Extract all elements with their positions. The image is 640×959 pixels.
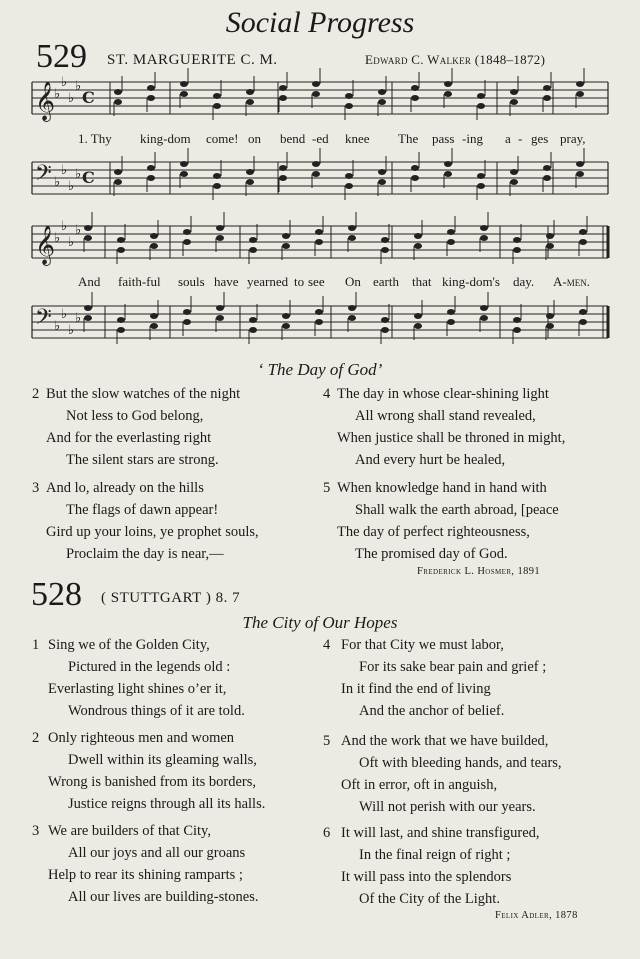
note-head xyxy=(213,93,221,99)
hymn-title-529: ‘ The Day of God’ xyxy=(257,360,383,379)
flat-sign-icon: ♭ xyxy=(75,223,82,238)
note-head xyxy=(213,173,221,179)
note-head xyxy=(447,309,455,315)
note-head xyxy=(480,305,488,311)
note-head xyxy=(348,315,356,321)
lyric-syllable: knee xyxy=(345,131,370,146)
lyric-syllable: a xyxy=(505,131,511,146)
note-head xyxy=(114,99,122,105)
flat-sign-icon: ♭ xyxy=(54,319,61,334)
note-head xyxy=(246,89,254,95)
note-head xyxy=(411,95,419,101)
flat-sign-icon: ♭ xyxy=(75,311,82,326)
note-head xyxy=(414,243,422,249)
verse-528-2 xyxy=(32,727,265,815)
note-head xyxy=(414,233,422,239)
note-head xyxy=(216,305,224,311)
note-head xyxy=(345,103,353,109)
note-head xyxy=(447,239,455,245)
lyric-syllable: And xyxy=(78,274,101,289)
common-time-icon: C xyxy=(82,168,95,187)
note-head xyxy=(381,317,389,323)
verse-line: Will not perish with our years. xyxy=(359,799,536,815)
note-head xyxy=(576,171,584,177)
verse-line: In it find the end of living xyxy=(341,681,491,697)
lyric-syllable: pray, xyxy=(560,131,586,146)
note-head xyxy=(183,239,191,245)
verse-number: 5 xyxy=(323,480,331,496)
note-head xyxy=(576,81,584,87)
note-head xyxy=(183,229,191,235)
note-head xyxy=(546,313,554,319)
tune-name-529: ST. MARGUERITE C. M. xyxy=(107,52,278,68)
note-head xyxy=(348,235,356,241)
flat-sign-icon: ♭ xyxy=(61,219,68,234)
verse-line: All our joys and all our groans xyxy=(68,845,246,861)
tune-name-528: ( STUTTGART ) 8. 7 xyxy=(101,590,241,606)
note-head xyxy=(411,175,419,181)
verse-line: The day of perfect righteousness, xyxy=(337,524,530,540)
note-head xyxy=(513,317,521,323)
note-head xyxy=(150,313,158,319)
verse-line: For that City we must labor, xyxy=(341,637,504,653)
lyric-syllable: pass xyxy=(432,131,455,146)
note-head xyxy=(315,239,323,245)
author-529: Frederick L. Hosmer, 1891 xyxy=(417,566,541,577)
verse-528-1 xyxy=(32,634,245,722)
flat-sign-icon: ♭ xyxy=(54,87,61,102)
verse-529-5 xyxy=(323,477,559,565)
common-time-icon: C xyxy=(82,88,95,107)
verse-line: Not less to God belong, xyxy=(66,408,204,424)
lyric-syllable: earth xyxy=(373,274,399,289)
verse-line: Oft with bleeding hands, and tears, xyxy=(359,755,562,771)
verse-line: Wrong is banished from its borders, xyxy=(48,774,257,790)
note-head xyxy=(444,81,452,87)
note-head xyxy=(579,319,587,325)
note-head xyxy=(246,179,254,185)
note-head xyxy=(579,229,587,235)
hymn-title-528: The City of Our Hopes xyxy=(242,613,398,632)
note-head xyxy=(246,99,254,105)
note-head xyxy=(315,319,323,325)
note-head xyxy=(282,243,290,249)
note-head xyxy=(216,235,224,241)
flat-sign-icon: ♭ xyxy=(68,323,75,338)
verse-529-3 xyxy=(32,477,259,565)
verse-line: It will last, and shine transfigured, xyxy=(341,825,540,841)
note-head xyxy=(282,233,290,239)
verse-line: Gird up your loins, ye prophet souls, xyxy=(46,524,259,540)
verse-line: And lo, already on the hills xyxy=(46,480,204,496)
verse-line: And for the everlasting right xyxy=(46,430,212,446)
lyric-syllable: day. xyxy=(513,274,535,289)
note-head xyxy=(147,175,155,181)
note-head xyxy=(117,317,125,323)
verse-line: Justice reigns through all its halls. xyxy=(68,796,266,812)
note-head xyxy=(444,91,452,97)
lyric-syllable: come! xyxy=(206,131,239,146)
verse-number: 4 xyxy=(323,386,331,402)
note-head xyxy=(117,327,125,333)
verse-528-3 xyxy=(32,820,258,908)
note-head xyxy=(312,91,320,97)
verse-line: Dwell within its gleaming walls, xyxy=(68,752,257,768)
composer-529: Edward C. Walker (1848–1872) xyxy=(365,52,546,67)
verse-line: The day in whose clear-shining light xyxy=(337,386,549,402)
note-head xyxy=(312,161,320,167)
note-head xyxy=(447,229,455,235)
verse-line: Sing we of the Golden City, xyxy=(48,637,210,653)
note-head xyxy=(147,85,155,91)
verse-line: And every hurt be healed, xyxy=(355,452,506,468)
flat-sign-icon: ♭ xyxy=(54,175,61,190)
note-head xyxy=(180,171,188,177)
treble-clef-icon: 𝄞 xyxy=(35,81,56,121)
note-head xyxy=(312,171,320,177)
lyric-syllable: On xyxy=(345,274,361,289)
note-head xyxy=(84,235,92,241)
section-title: Social Progress xyxy=(225,6,415,39)
note-head xyxy=(117,237,125,243)
verse-number: 2 xyxy=(32,386,40,402)
note-head xyxy=(378,169,386,175)
note-head xyxy=(249,237,257,243)
flat-sign-icon: ♭ xyxy=(61,307,68,322)
verse-number: 1 xyxy=(32,637,40,653)
note-head xyxy=(117,247,125,253)
lyric-syllable: souls xyxy=(178,274,205,289)
note-head xyxy=(348,225,356,231)
verse-line: For its sake bear pain and grief ; xyxy=(359,659,547,675)
note-head xyxy=(510,99,518,105)
music-score xyxy=(0,0,640,350)
note-head xyxy=(249,247,257,253)
verse-line: But the slow watches of the night xyxy=(46,386,241,402)
verse-528-6 xyxy=(323,822,540,910)
note-head xyxy=(345,183,353,189)
note-head xyxy=(378,89,386,95)
lyric-syllable: bend xyxy=(280,131,306,146)
note-head xyxy=(546,323,554,329)
note-head xyxy=(150,243,158,249)
note-head xyxy=(84,305,92,311)
bass-clef-icon: 𝄢 xyxy=(35,305,52,335)
note-head xyxy=(543,95,551,101)
lyric-syllable: king-dom xyxy=(140,131,191,146)
note-head xyxy=(282,323,290,329)
verse-line: In the final reign of right ; xyxy=(359,847,511,863)
note-head xyxy=(381,247,389,253)
note-head xyxy=(510,179,518,185)
flat-sign-icon: ♭ xyxy=(68,235,75,250)
note-head xyxy=(84,225,92,231)
note-head xyxy=(378,179,386,185)
note-head xyxy=(546,243,554,249)
note-head xyxy=(279,165,287,171)
note-head xyxy=(543,85,551,91)
note-head xyxy=(480,235,488,241)
note-head xyxy=(114,169,122,175)
note-head xyxy=(315,309,323,315)
note-head xyxy=(513,327,521,333)
treble-clef-icon: 𝄞 xyxy=(35,225,56,265)
verse-line: All wrong shall stand revealed, xyxy=(355,408,536,424)
note-head xyxy=(345,93,353,99)
hymn-number-528: 528 xyxy=(31,576,82,613)
note-head xyxy=(480,225,488,231)
verse-line: Only righteous men and women xyxy=(48,730,235,746)
hymn-number-529: 529 xyxy=(36,38,87,75)
note-head xyxy=(213,183,221,189)
lyric-syllable: have xyxy=(214,274,239,289)
author-528: Felix Adler, 1878 xyxy=(495,910,578,921)
note-head xyxy=(180,161,188,167)
note-head xyxy=(180,81,188,87)
verse-528-5 xyxy=(323,730,562,818)
note-head xyxy=(246,169,254,175)
note-head xyxy=(345,173,353,179)
lyric-syllable: -ing xyxy=(462,131,483,146)
verse-line: Of the City of the Light. xyxy=(359,891,500,907)
note-head xyxy=(147,95,155,101)
note-head xyxy=(282,313,290,319)
lyric-syllable: A-men. xyxy=(553,274,590,289)
note-head xyxy=(315,229,323,235)
verse-line: And the work that we have builded, xyxy=(341,733,549,749)
note-head xyxy=(150,323,158,329)
lyric-syllable: -ed xyxy=(312,131,329,146)
verse-line: The flags of dawn appear! xyxy=(66,502,219,518)
note-head xyxy=(411,85,419,91)
note-head xyxy=(279,85,287,91)
lyric-syllable: yearned xyxy=(247,274,289,289)
verse-number: 2 xyxy=(32,730,40,746)
note-head xyxy=(381,237,389,243)
note-head xyxy=(447,319,455,325)
note-head xyxy=(411,165,419,171)
note-head xyxy=(513,247,521,253)
note-head xyxy=(312,81,320,87)
verse-line: It will pass into the splendors xyxy=(341,869,512,885)
note-head xyxy=(480,315,488,321)
note-head xyxy=(183,319,191,325)
note-head xyxy=(414,313,422,319)
note-head xyxy=(576,91,584,97)
note-head xyxy=(510,89,518,95)
lyric-syllable: see xyxy=(308,274,325,289)
verse-line: The promised day of God. xyxy=(355,546,508,562)
verse-line: Oft in error, oft in anguish, xyxy=(341,777,498,793)
verse-line: Shall walk the earth abroad, [peace xyxy=(355,502,559,518)
note-head xyxy=(477,173,485,179)
bass-clef-icon: 𝄢 xyxy=(35,161,52,191)
verse-line: Everlasting light shines o’er it, xyxy=(48,681,227,697)
note-head xyxy=(444,171,452,177)
note-head xyxy=(579,239,587,245)
note-head xyxy=(183,309,191,315)
note-head xyxy=(348,305,356,311)
lyric-syllable: to xyxy=(294,274,305,289)
note-head xyxy=(216,225,224,231)
flat-sign-icon: ♭ xyxy=(61,163,68,178)
note-head xyxy=(381,327,389,333)
note-head xyxy=(114,179,122,185)
note-head xyxy=(249,327,257,333)
note-head xyxy=(150,233,158,239)
verse-number: 3 xyxy=(32,480,40,496)
note-head xyxy=(543,165,551,171)
note-head xyxy=(216,315,224,321)
verse-line: Proclaim the day is near,— xyxy=(66,546,224,562)
verse-line: Wondrous things of it are told. xyxy=(68,703,245,719)
verse-number: 3 xyxy=(32,823,40,839)
verse-line: Help to rear its shining ramparts ; xyxy=(48,867,243,883)
note-head xyxy=(546,233,554,239)
note-head xyxy=(477,183,485,189)
note-head xyxy=(579,309,587,315)
verse-line: And the anchor of belief. xyxy=(359,703,505,719)
note-head xyxy=(378,99,386,105)
note-head xyxy=(279,95,287,101)
flat-sign-icon: ♭ xyxy=(75,79,82,94)
flat-sign-icon: ♭ xyxy=(68,91,75,106)
note-head xyxy=(444,161,452,167)
flat-sign-icon: ♭ xyxy=(75,167,82,182)
note-head xyxy=(576,161,584,167)
verse-number: 5 xyxy=(323,733,331,749)
flat-sign-icon: ♭ xyxy=(68,179,75,194)
lyric-syllable: faith-ful xyxy=(118,274,161,289)
note-head xyxy=(543,175,551,181)
note-head xyxy=(213,103,221,109)
note-head xyxy=(114,89,122,95)
verse-line: Pictured in the legends old : xyxy=(68,659,231,675)
note-head xyxy=(279,175,287,181)
lyric-syllable: on xyxy=(248,131,261,146)
flat-sign-icon: ♭ xyxy=(54,231,61,246)
verse-529-4 xyxy=(323,383,565,471)
note-head xyxy=(180,91,188,97)
flat-sign-icon: ♭ xyxy=(61,75,68,90)
note-head xyxy=(510,169,518,175)
verse-529-2 xyxy=(32,383,240,471)
lyric-syllable: - xyxy=(518,131,523,146)
lyric-syllable: ges xyxy=(531,131,549,146)
lyric-syllable: king-dom's xyxy=(442,274,500,289)
note-head xyxy=(414,323,422,329)
verse-528-4 xyxy=(323,634,546,722)
verse-line: We are builders of that City, xyxy=(48,823,211,839)
verse-line: The silent stars are strong. xyxy=(66,452,219,468)
note-head xyxy=(249,317,257,323)
note-head xyxy=(477,103,485,109)
verse-number: 4 xyxy=(323,637,331,653)
lyric-syllable: that xyxy=(412,274,432,289)
verse-number: 6 xyxy=(323,825,331,841)
note-head xyxy=(147,165,155,171)
note-head xyxy=(84,315,92,321)
lyric-syllable: 1. Thy xyxy=(78,131,112,146)
lyric-syllable: The xyxy=(398,131,419,146)
verse-line: All our lives are building-stones. xyxy=(68,889,259,905)
note-head xyxy=(477,93,485,99)
verse-line: When justice shall be throned in might, xyxy=(337,430,566,446)
verse-line: When knowledge hand in hand with xyxy=(337,480,547,496)
note-head xyxy=(513,237,521,243)
